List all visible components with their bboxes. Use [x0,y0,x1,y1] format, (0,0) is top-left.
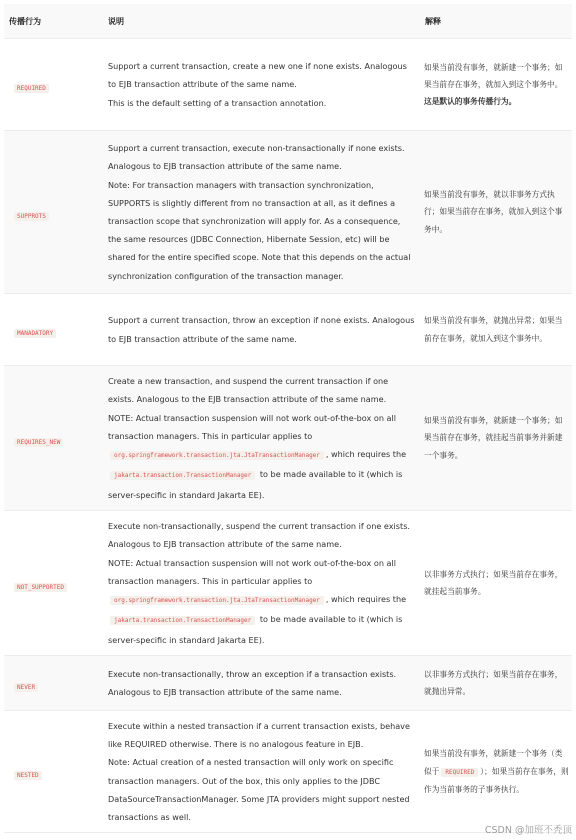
table-row [4,366,572,511]
description-text: to be made available to it (which is server-specific in standard Jakarta EE). [108,469,403,500]
propagation-table [4,4,572,833]
description-text: Execute non-transactionally, suspend the current transaction if one exists. Analogous to EJB transaction attribute of the same name. [108,521,410,550]
table-header-row [4,4,572,39]
explanation-bold-text: 这是默认的事务传播行为。 [424,97,517,107]
description-text: Execute non-transactionally, throw an exception if a transaction exists. Analogous to EJB transaction attribute of the same name. [108,668,397,697]
table-row [4,511,572,656]
propagation-name: NESTED [14,771,42,780]
propagation-name: NOT_SUPPORTED [14,583,67,592]
description-text: NOTE: Actual transaction suspension will not work out-of-the-box on all transaction managers. This in particular applies to [108,412,396,441]
inline-code: org.springframework.transaction.jta.JtaTransactionManager [110,596,324,605]
description-text: , which requires the [325,594,407,605]
header-propagation: 传播行为 [4,4,103,39]
description-text: Support a current transaction, throw an exception if none exists. Analogous to EJB transaction attribute of the same name. [108,315,415,344]
inline-code: jakarta.transaction.TransactionManager [110,471,255,480]
inline-code: REQUIRED [441,768,478,777]
description-text: Note: Actual creation of a nested transaction will only work on specific transaction managers. Out of the box, this only applies to the JDBC DataSourceTransactionManager. Some JTA providers might support nested transactions as well. [108,757,410,823]
propagation-name: MANADATORY [14,329,56,338]
table-row [4,656,572,711]
explanation-text: 如果当前没有事务，就抛出异常；如果当前存在事务，就加入到这个事务中。 [424,316,563,343]
description-text: , which requires the [325,449,407,460]
description-text: This is the default setting of a transaction annotation. [108,97,327,108]
propagation-name: SUPPROTS [14,212,49,221]
description-text: Support a current transaction, execute non-transactionally if none exists. Analogous to EJB transaction attribute of the same name. [108,143,405,172]
explanation-text: 以非事务方式执行；如果当前存在事务，就挂起当前事务。 [424,569,563,596]
description-text: to be made available to it (which is server-specific in standard Jakarta EE). [108,614,403,645]
table-row [4,39,572,131]
explanation-text: 如果当前没有事务，就新建一个事务；如果当前存在事务，就挂起当前事务并新建一个事务。 [424,416,563,460]
table-row [4,131,572,294]
propagation-name: NEVER [14,683,38,692]
header-explanation: 解释 [420,4,572,39]
propagation-name: REQUIRED [14,84,49,93]
inline-code: org.springframework.transaction.jta.JtaTransactionManager [110,451,324,460]
explanation-text: 以非事务方式执行；如果当前存在事务，就抛出异常。 [424,669,563,696]
description-text: NOTE: Actual transaction suspension will not work out-of-the-box on all transaction managers. This in particular applies to [108,557,396,586]
inline-code: jakarta.transaction.TransactionManager [110,616,255,625]
description-text: Create a new transaction, and suspend the current transaction if one exists. Analogous to the EJB transaction attribute of the same name. [108,376,389,405]
description-text: Support a current transaction, create a new one if none exists. Analogous to EJB transaction attribute of the same name. [108,61,407,90]
explanation-text: 如果当前没有事务，就新建一个事务（类似于 [424,749,563,776]
description-text: Note: For transaction managers with transaction synchronization, SUPPORTS is slightly different from no transaction at all, as it defines a transaction scope that synchronization will apply for. As a consequence, the same resources (JDBC Connection, Hibernate Session, etc) will be shared for the entire specified scope. Note that this depends on the actual synchronization configuration of the transaction manager. [108,179,411,281]
propagation-name: REQUIRES_NEW [14,438,63,447]
document-page [4,4,572,833]
csdn-watermark: CSDN @加班不秃顶 [484,825,572,836]
explanation-text: 如果当前没有事务，就新建一个事务；如果当前存在事务，就加入到这个事务中。 [424,62,563,89]
explanation-text: 如果当前没有事务，就以非事务方式执行；如果当前存在事务，就加入到这个事务中。 [424,190,563,234]
description-text: Execute within a nested transaction if a current transaction exists, behave like REQUIRED otherwise. There is no analogous feature in EJB. [108,721,410,750]
explanation-text: ）；如果当前存在事务，则作为当前事务的子事务执行。 [424,766,569,794]
table-row [4,711,572,833]
table-row [4,294,572,366]
header-description: 说明 [103,4,420,39]
